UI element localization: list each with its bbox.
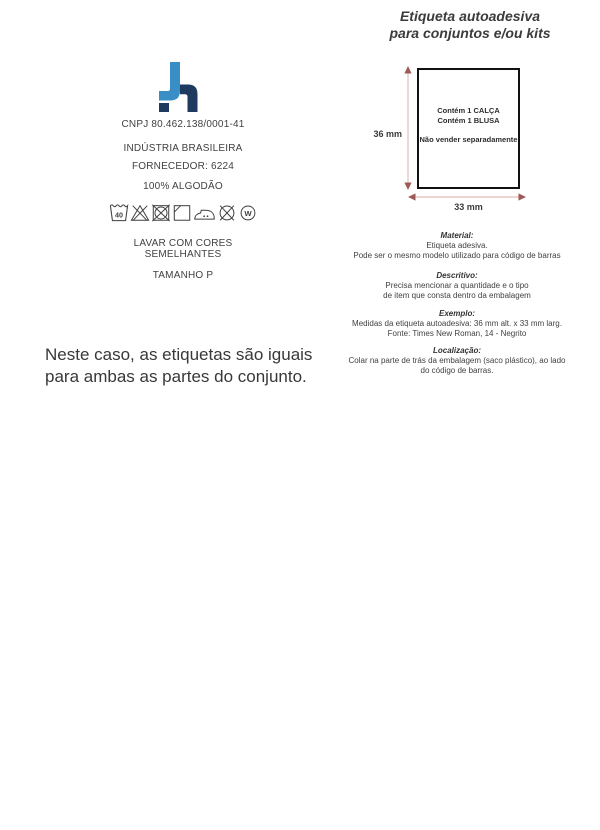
do-not-bleach-icon xyxy=(130,201,150,224)
sticker-preview-box xyxy=(417,68,520,189)
section-exemplo-line1: Medidas da etiqueta autoadesiva: 36 mm alt. x 33 mm larg. xyxy=(352,319,562,328)
cnpj-text: CNPJ 80.462.138/0001-41 xyxy=(121,119,245,130)
section-localizacao-heading: Localização: xyxy=(432,346,481,355)
section-exemplo xyxy=(326,309,588,339)
size-text: TAMANHO P xyxy=(152,270,214,281)
sticker-content-line1: Contém 1 CALÇA xyxy=(437,106,500,115)
section-material-line1: Etiqueta adesiva. xyxy=(426,241,488,250)
sticker-warning: Não vender separadamente xyxy=(419,135,518,144)
professional-wet-clean-icon xyxy=(238,201,258,224)
section-material-line2: Pode ser o mesmo modelo utilizado para código de barras xyxy=(353,251,561,260)
section-material xyxy=(326,231,588,261)
origin-text: INDÚSTRIA BRASILEIRA xyxy=(123,143,243,154)
note-line1: Neste caso, as etiquetas são iguais xyxy=(45,345,313,364)
section-descritivo-line1: Precisa mencionar a quantidade e o tipo xyxy=(385,281,529,290)
care-symbols-row xyxy=(63,201,303,224)
height-dimension-label: 36 mm xyxy=(373,129,402,139)
page-title-line1: Etiqueta autoadesiva xyxy=(399,8,541,24)
height-dimension-arrow-icon xyxy=(402,66,414,190)
width-dimension-label: 33 mm xyxy=(454,202,483,212)
note-text xyxy=(45,344,335,388)
section-descritivo-line2: de item que consta dentro da embalagem xyxy=(383,291,531,300)
section-localizacao-line2: do código de barras. xyxy=(420,366,494,375)
wash-note-line2: SEMELHANTES xyxy=(144,249,222,260)
note-line2: para ambas as partes do conjunto. xyxy=(45,367,307,386)
dry-in-shade-icon xyxy=(172,201,192,224)
brand-logo xyxy=(157,62,199,112)
section-descritivo xyxy=(326,271,588,301)
composition-text: 100% ALGODÃO xyxy=(143,181,223,192)
section-localizacao xyxy=(326,346,588,376)
wash-40-icon xyxy=(109,201,129,224)
iron-two-dots-icon xyxy=(193,201,216,224)
wash-temp-label: 40 xyxy=(114,211,123,220)
supplier-text: FORNECEDOR: 6224 xyxy=(131,161,235,172)
page-title xyxy=(350,8,590,42)
section-localizacao-line1: Colar na parte de trás da embalagem (saco plástico), ao lado xyxy=(348,356,566,365)
do-not-dry-clean-icon xyxy=(217,201,237,224)
wet-clean-letter: W xyxy=(243,208,252,218)
section-descritivo-heading: Descritivo: xyxy=(436,271,478,280)
section-material-heading: Material: xyxy=(440,231,474,240)
do-not-tumble-dry-icon xyxy=(151,201,171,224)
wash-note-line1: LAVAR COM CORES xyxy=(133,238,233,249)
section-exemplo-heading: Exemplo: xyxy=(438,309,475,318)
h-logo-icon xyxy=(157,62,199,112)
page-title-line2: para conjuntos e/ou kits xyxy=(389,25,551,41)
section-exemplo-line2: Fonte: Times New Roman, 14 - Negrito xyxy=(387,329,527,338)
sticker-content-line2: Contém 1 BLUSA xyxy=(437,116,500,125)
